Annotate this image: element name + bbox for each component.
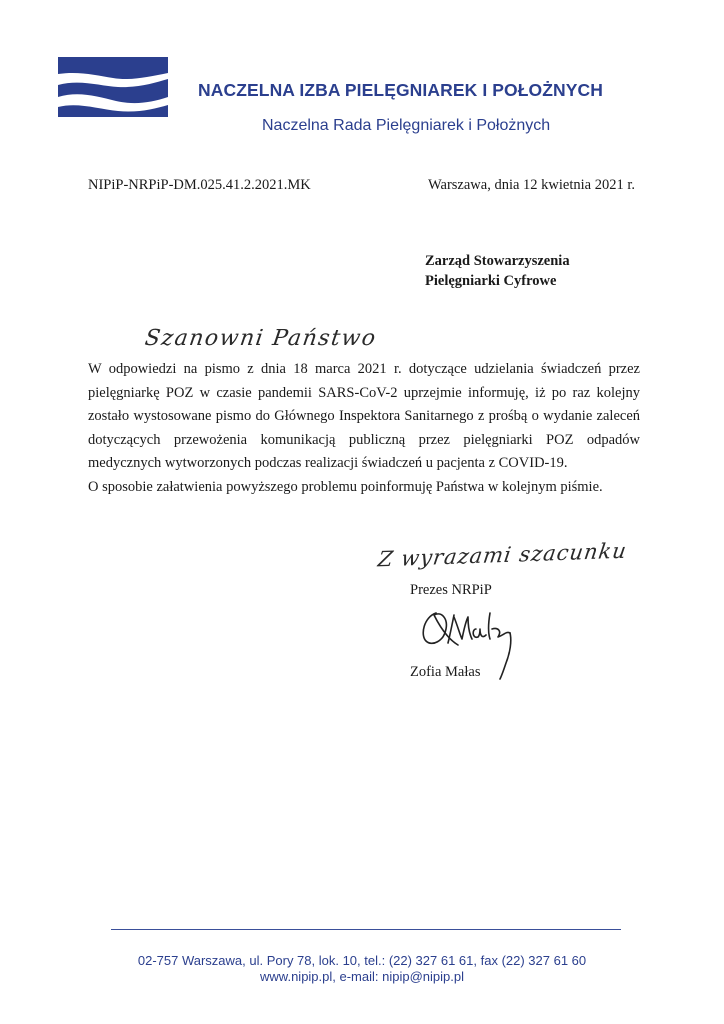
waves-logo-icon: [58, 57, 168, 117]
organization-name: NACZELNA IZBA PIELĘGNIAREK I POŁOŻNYCH: [198, 80, 604, 100]
organization-subtitle: Naczelna Rada Pielęgniarek i Położnych: [262, 117, 551, 134]
footer-divider: [111, 929, 621, 930]
footer-address: 02-757 Warszawa, ul. Pory 78, lok. 10, tel.: (22) 327 61 61, fax (22) 327 61 60: [137, 953, 587, 968]
handwritten-salutation: Szanowni Państwo: [143, 326, 379, 351]
addressee-line-1: Zarząd Stowarzyszenia: [425, 253, 570, 269]
date-line: Warszawa, dnia 12 kwietnia 2021 r.: [428, 177, 636, 193]
body-paragraph-1: W odpowiedzi na pismo z dnia 18 marca 2021 r. dotyczące udzielania świadczeń przez pielęgniarkę POZ w czasie pandemii SARS-CoV-2 uprzejmie informuję, iż po raz kolejny zostało wystosowane pismo do Głównego Inspektora Sanitarnego z prośbą o wydanie zaleceń dotyczących przewożenia komunikacją publiczną przez pielęgniarki POZ odpadów medycznych wytworzonych podczas realizacji świadczeń u pacjenta z COVID-19.: [88, 361, 640, 471]
footer-contact: www.nipip.pl, e-mail: nipip@nipip.pl: [260, 969, 464, 984]
signer-role: Prezes NRPiP: [410, 582, 492, 598]
signer-name: Zofia Małas: [410, 664, 481, 680]
handwritten-regards: Z wyrazami szacunku: [376, 538, 629, 572]
addressee-block: [425, 251, 570, 291]
letter-body: [88, 358, 640, 499]
addressee-line-2: Pielęgniarki Cyfrowe: [425, 273, 557, 289]
body-paragraph-2: O sposobie załatwienia powyższego problemu poinformuję Państwa w kolejnym piśmie.: [88, 478, 603, 495]
reference-number: NIPiP-NRPiP-DM.025.41.2.2021.MK: [88, 177, 311, 193]
